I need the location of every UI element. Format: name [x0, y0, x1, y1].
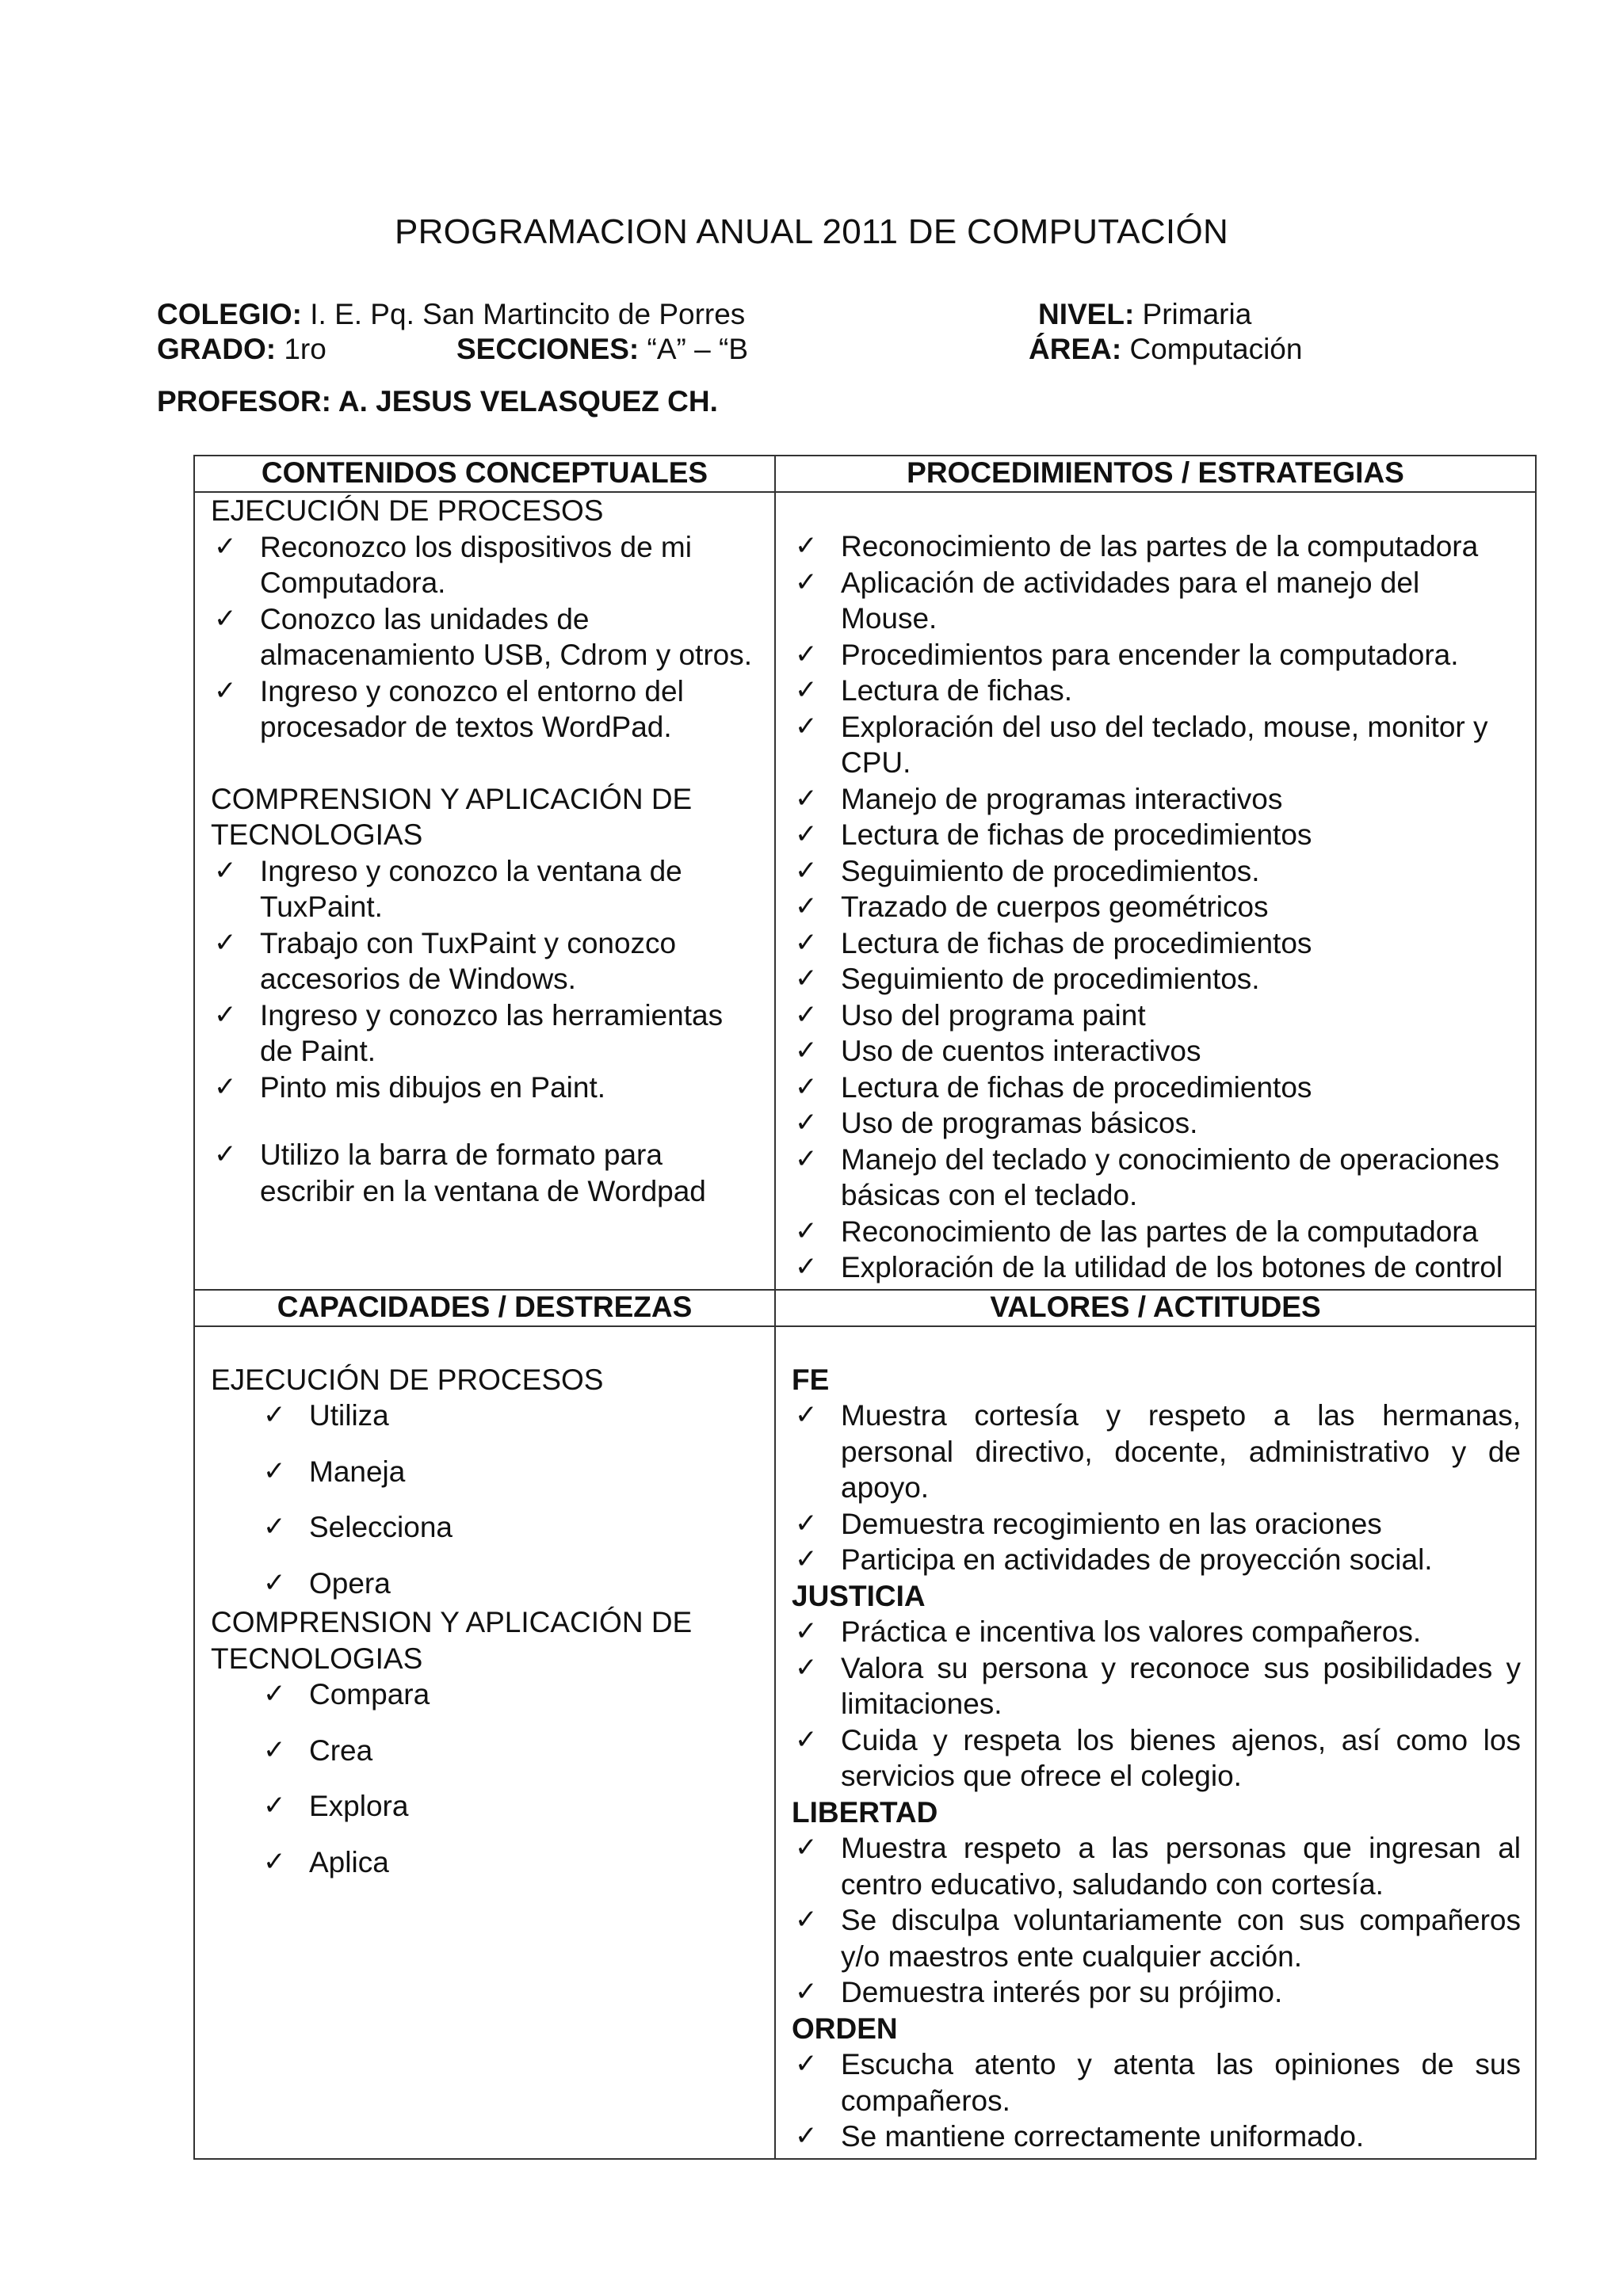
list-item: ✓ Trabajo con TuxPaint y conozco accesorios de Windows. [211, 925, 760, 997]
valores-cell [775, 1326, 1536, 2159]
list-item: ✓ Lectura de fichas de procedimientos [792, 817, 1521, 853]
colegio-label: COLEGIO: [157, 298, 302, 330]
secciones-label: SECCIONES: [456, 333, 640, 365]
list-item: ✓ Práctica e incentiva los valores compañeros. [792, 1614, 1521, 1650]
list-item: ✓ Aplica [211, 1844, 760, 1881]
list-item: ✓ Utilizo la barra de formato para escribir en la ventana de Wordpad [211, 1137, 760, 1209]
procedimientos-cell [775, 492, 1536, 1290]
list-item: ✓ Uso de cuentos interactivos [792, 1033, 1521, 1070]
list-item: ✓ Uso del programa paint [792, 997, 1521, 1034]
procedimientos-heading: PROCEDIMIENTOS / ESTRATEGIAS [775, 456, 1536, 492]
colegio-line [157, 298, 745, 331]
capacidades-section1-list [211, 1398, 760, 1601]
list-item: ✓ Lectura de fichas de procedimientos [792, 1070, 1521, 1106]
area-label: ÁREA: [1029, 333, 1122, 365]
capacidades-cell [194, 1326, 775, 2159]
list-item: ✓ Se disculpa voluntariamente con sus compañeros y/o maestros ente cualquier acción. [792, 1902, 1521, 1974]
list-item: ✓ Cuida y respeta los bienes ajenos, así como los servicios que ofrece el colegio. [792, 1722, 1521, 1794]
contenidos-section1-list [211, 529, 760, 746]
list-item: ✓ Exploración del uso del teclado, mouse, monitor y CPU. [792, 709, 1521, 781]
libertad-title: LIBERTAD [792, 1795, 938, 1829]
list-item: ✓ Seguimiento de procedimientos. [792, 961, 1521, 997]
contenidos-section2-list [211, 853, 760, 1106]
list-item: ✓ Procedimientos para encender la computadora. [792, 637, 1521, 673]
contenidos-cell [194, 492, 775, 1290]
grado-value: 1ro [276, 333, 327, 365]
list-item: ✓ Valora su persona y reconoce sus posibilidades y limitaciones. [792, 1650, 1521, 1722]
nivel-value: Primaria [1134, 298, 1252, 330]
list-item: ✓ Reconocimiento de las partes de la computadora [792, 1214, 1521, 1250]
contenidos-section1-title: EJECUCIÓN DE PROCESOS [211, 494, 604, 527]
list-item: ✓ Uso de programas básicos. [792, 1105, 1521, 1142]
list-item: ✓ Selecciona [211, 1509, 760, 1546]
list-item: ✓ Conozco las unidades de almacenamiento USB, Cdrom y otros. [211, 601, 760, 673]
list-item: ✓ Pinto mis dibujos en Paint. [211, 1070, 760, 1106]
list-item: ✓ Utiliza [211, 1398, 760, 1434]
list-item: ✓ Crea [211, 1733, 760, 1769]
contenidos-heading: CONTENIDOS CONCEPTUALES [194, 456, 775, 492]
capacidades-section2-title: COMPRENSION Y APLICACIÓN DE TECNOLOGIAS [211, 1606, 693, 1675]
list-item: ✓ Trazado de cuerpos geométricos [792, 889, 1521, 925]
list-item: ✓ Demuestra interés por su prójimo. [792, 1974, 1521, 2011]
valores-heading: VALORES / ACTITUDES [775, 1290, 1536, 1326]
list-item: ✓ Reconocimiento de las partes de la computadora [792, 528, 1521, 565]
document-title: PROGRAMACION ANUAL 2011 DE COMPUTACIÓN [394, 212, 1229, 251]
programming-table [193, 455, 1537, 2160]
list-item: ✓ Ingreso y conozco el entorno del procesador de textos WordPad. [211, 673, 760, 746]
list-item: ✓ Ingreso y conozco la ventana de TuxPaint. [211, 853, 760, 925]
libertad-list [792, 1830, 1521, 2011]
list-item: ✓ Explora [211, 1788, 760, 1825]
list-item: ✓ Opera [211, 1566, 760, 1602]
list-item: ✓ Se mantiene correctamente uniformado. [792, 2119, 1521, 2155]
capacidades-section1-title: EJECUCIÓN DE PROCESOS [211, 1363, 604, 1396]
secciones-value: “A” – “B [639, 333, 749, 365]
fe-title: FE [792, 1363, 830, 1396]
area-line [1029, 333, 1302, 366]
fe-list [792, 1398, 1521, 1578]
nivel-label: NIVEL: [1038, 298, 1135, 330]
justicia-title: JUSTICIA [792, 1579, 926, 1612]
justicia-list [792, 1614, 1521, 1794]
list-item: ✓ Reconozco los dispositivos de mi Computadora. [211, 529, 760, 601]
orden-title: ORDEN [792, 2012, 898, 2045]
list-item: ✓ Ingreso y conozco las herramientas de Paint. [211, 997, 760, 1070]
list-item: ✓ Exploración de la utilidad de los botones de control [792, 1249, 1521, 1286]
contenidos-section2-last [211, 1137, 760, 1209]
contenidos-section2-title: COMPRENSION Y APLICACIÓN DE TECNOLOGIAS [211, 782, 693, 851]
capacidades-heading: CAPACIDADES / DESTREZAS [194, 1290, 775, 1326]
list-item: ✓ Muestra cortesía y respeto a las hermanas, personal directivo, docente, administrativo y de apoyo. [792, 1398, 1521, 1506]
procedimientos-list [792, 528, 1521, 1286]
list-item: ✓ Participa en actividades de proyección social. [792, 1542, 1521, 1578]
secciones-line [456, 333, 748, 366]
list-item: ✓ Demuestra recogimiento en las oraciones [792, 1506, 1521, 1543]
grado-label: GRADO: [157, 333, 277, 365]
list-item: ✓ Aplicación de actividades para el manejo del Mouse. [792, 565, 1521, 637]
grado-line [157, 333, 327, 366]
list-item: ✓ Manejo de programas interactivos [792, 781, 1521, 818]
list-item: ✓ Manejo del teclado y conocimiento de operaciones básicas con el teclado. [792, 1142, 1521, 1214]
capacidades-section2-list [211, 1676, 760, 1880]
list-item: ✓ Compara [211, 1676, 760, 1713]
area-value: Computación [1121, 333, 1303, 365]
profesor-line: PROFESOR: A. JESUS VELASQUEZ CH. [157, 385, 718, 418]
list-item: ✓ Lectura de fichas. [792, 673, 1521, 709]
nivel-line [1038, 298, 1251, 331]
list-item: ✓ Seguimiento de procedimientos. [792, 853, 1521, 890]
colegio-value: I. E. Pq. San Martincito de Porres [301, 298, 746, 330]
list-item: ✓ Maneja [211, 1454, 760, 1490]
list-item: ✓ Escucha atento y atenta las opiniones de sus compañeros. [792, 2046, 1521, 2119]
list-item: ✓ Lectura de fichas de procedimientos [792, 925, 1521, 962]
list-item: ✓ Muestra respeto a las personas que ingresan al centro educativo, saludando con cortesía. [792, 1830, 1521, 1902]
orden-list [792, 2046, 1521, 2155]
